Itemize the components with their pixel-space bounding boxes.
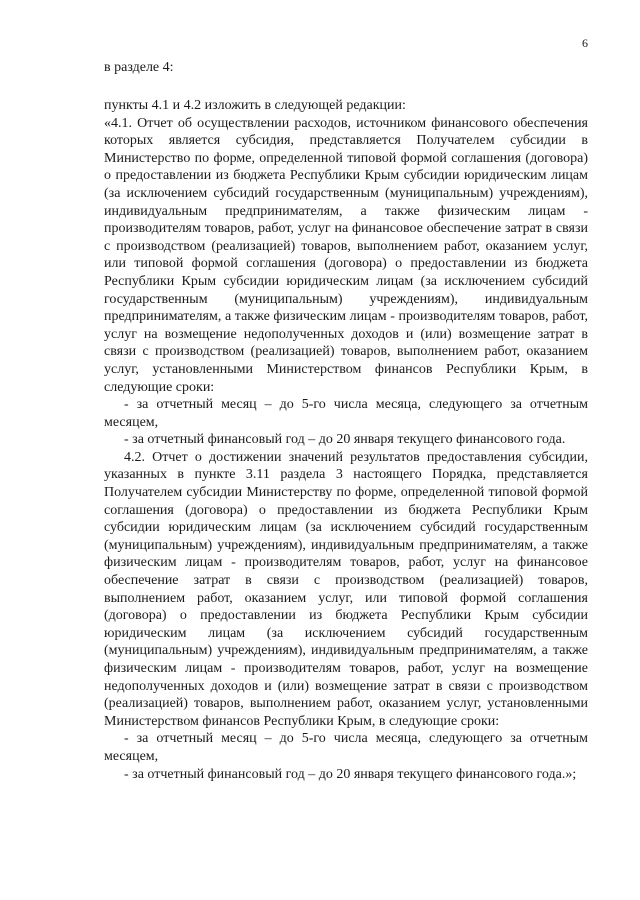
paragraph-4-1: «4.1. Отчет об осуществлении расходов, источником финансового обеспечения которых является субсидия, представляется Получателем субсидии в Министерство по форме, определенной типовой формой соглашения (договора) о предоставлении из бюджета Республики Крым субсидии юридическим лицам (за исключением субсидий государственным (муниципальным) учреждениям), индивидуальным предпринимателям, а также физическим лицам - производителям товаров, работ, услуг на финансовое обеспечение затрат в связи с производством (реализацией) товаров, выполнением работ, оказанием услуг, или типовой формой соглашения (договора) о предоставлении из бюджета Республики Крым субсидии юридическим лицам (за исключением субсидий государственным (муниципальным) учреждениям), индивидуальным предпринимателям, а также физическим лицам - производителям товаров, работ, услуг на возмещение недополученных доходов и (или) возмещение затрат в связи с производством (реализацией) товаров, выполнением работ, оказанием услуг, установленными Министерством финансов Республики Крым, в следующие сроки: [104, 115, 588, 395]
amendment-lead-line: пункты 4.1 и 4.2 изложить в следующей редакции: [104, 98, 406, 113]
document-body [104, 97, 588, 783]
page-number: 6 [582, 36, 588, 50]
section-heading-line: в разделе 4: [104, 60, 174, 75]
paragraph-4-2-deadline-year: - за отчетный финансовый год – до 20 января текущего финансового года.»; [124, 766, 577, 782]
paragraph-4-1-deadline-month: - за отчетный месяц – до 5-го числа месяца, следующего за отчетным месяцем, [104, 397, 588, 430]
paragraph-4-2: 4.2. Отчет о достижении значений результатов предоставления субсидии, указанных в пункте 3.11 раздела 3 настоящего Порядка, представляется Получателем субсидии Министерству по форме, определенной типовой формой соглашения (договора) о предоставлении из бюджета Республики Крым субсидии юридическим лицам (за исключением субсидий государственным (муниципальным) учреждениям), индивидуальным предпринимателям, а также физическим лицам - производителям товаров, работ, услуг на финансовое обеспечение затрат в связи с производством (реализацией) товаров, выполнением работ, оказанием услуг, или типовой формой соглашения (договора) о предоставлении из бюджета Республики Крым субсидии юридическим лицам (за исключением субсидий государственным (муниципальным) учреждениям), индивидуальным предпринимателям, а также физическим лицам - производителям товаров, работ, услуг на возмещение недополученных доходов и (или) возмещение затрат в связи с производством (реализацией) товаров, выполнением работ, оказанием услуг, установленными Министерством финансов Республики Крым, в следующие сроки: [104, 449, 588, 729]
paragraph-4-1-deadline-year: - за отчетный финансовый год – до 20 января текущего финансового года. [124, 432, 566, 448]
paragraph-4-2-deadline-month: - за отчетный месяц – до 5-го числа месяца, следующего за отчетным месяцем, [104, 731, 588, 764]
